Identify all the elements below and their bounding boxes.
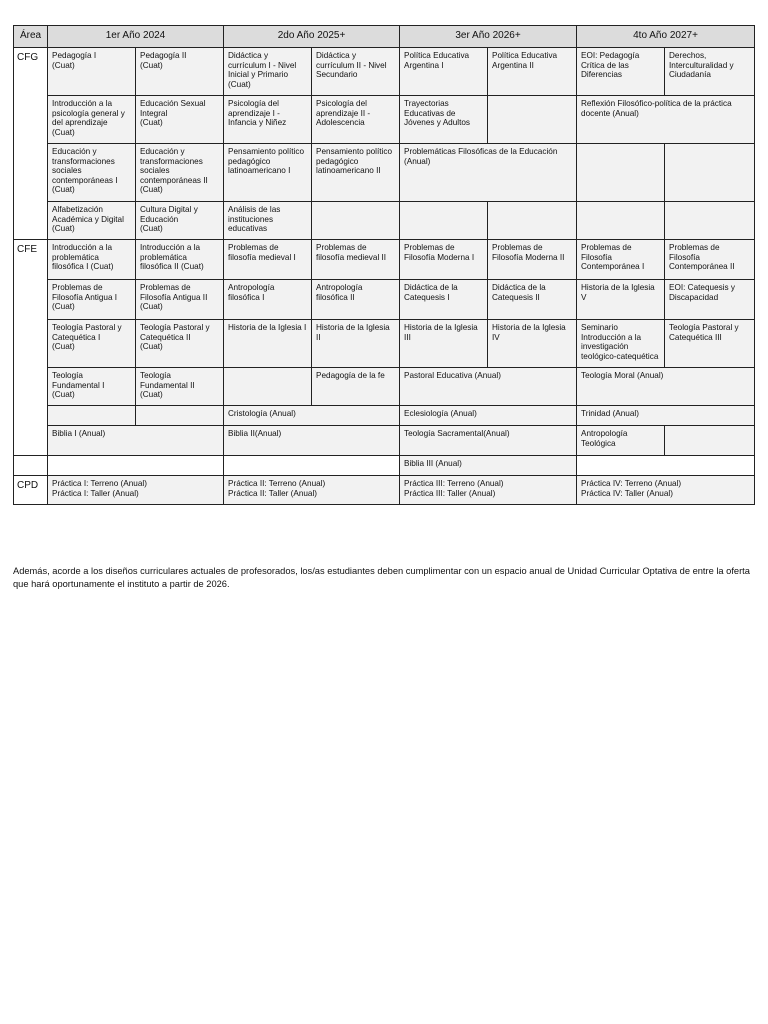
header-year-3: 3er Año 2026+ [400,26,577,48]
table-row [14,280,755,320]
table-row [14,406,755,426]
table-cell: Práctica III: Terreno (Anual) Práctica III: Taller (Anual) [400,476,577,505]
header-year-4: 4to Año 2027+ [577,26,755,48]
empty-area-cell [14,456,48,476]
table-cell: Práctica II: Terreno (Anual) Práctica II: Taller (Anual) [224,476,400,505]
table-cell: Historia de la Iglesia III [400,320,488,368]
table-cell: Introducción a la problemática filosófica I (Cuat) [48,240,136,280]
table-cell: Alfabetización Académica y Digital (Cuat) [48,202,136,240]
table-row [14,320,755,368]
table-cell: Antropología Teológica [577,426,665,456]
table-cell: Cultura Digital y Educación (Cuat) [136,202,224,240]
table-cell: Biblia III (Anual) [400,456,577,476]
empty-cell [665,426,755,456]
header-area: Área [14,26,48,48]
table-cell: Trinidad (Anual) [577,406,755,426]
empty-cell [48,406,136,426]
table-cell: Psicología del aprendizaje II - Adolescencia [312,96,400,144]
table-cell: Práctica I: Terreno (Anual) Práctica I: Taller (Anual) [48,476,224,505]
table-cell: Didáctica y currículum II - Nivel Secundario [312,48,400,96]
table-row [14,144,755,202]
table-cell: Historia de la Iglesia IV [488,320,577,368]
table-cell: Problemas de Filosofía Contemporánea II [665,240,755,280]
table-cell: Problemas de Filosofía Contemporánea I [577,240,665,280]
curriculum-table [13,25,755,505]
table-cell: Política Educativa Argentina II [488,48,577,96]
footnote-paragraph: Además, acorde a los diseños curriculares actuales de profesorados, los/as estudiantes deben cumplimentar con un espacio anual de Unidad Curricular Optativa de entre la oferta que hará oportunamente el instituto a partir de 2026. [13,566,750,589]
empty-cell [488,202,577,240]
empty-cell [48,456,224,476]
empty-cell [400,202,488,240]
table-cell: Introducción a la problemática filosófica II (Cuat) [136,240,224,280]
table-cell: Educación y transformaciones sociales contemporáneas II (Cuat) [136,144,224,202]
empty-cell [577,456,755,476]
empty-cell [312,202,400,240]
table-cell: Problemas de filosofía medieval II [312,240,400,280]
table-cell: EOI: Catequesis y Discapacidad [665,280,755,320]
table-cell: Didáctica de la Catequesis I [400,280,488,320]
table-cell: Teología Pastoral y Catequética III [665,320,755,368]
area-label-cpd: CPD [14,476,48,505]
empty-cell [136,406,224,426]
table-cell: Educación y transformaciones sociales contemporáneas I (Cuat) [48,144,136,202]
header-year-1: 1er Año 2024 [48,26,224,48]
header-year-2: 2do Año 2025+ [224,26,400,48]
empty-cell [665,202,755,240]
table-cell: Derechos, Interculturalidad y Ciudadanía [665,48,755,96]
table-cell: Problemas de Filosofía Moderna II [488,240,577,280]
table-cell: Didáctica de la Catequesis II [488,280,577,320]
table-row [14,368,755,406]
table-cell: EOI: Pedagogía Crítica de las Diferencias [577,48,665,96]
table-cell: Seminario Introducción a la investigación teológico-catequética [577,320,665,368]
table-cell: Pensamiento político pedagógico latinoamericano I [224,144,312,202]
table-cell: Problemas de filosofía medieval I [224,240,312,280]
table-cell: Problemas de Filosofía Moderna I [400,240,488,280]
table-cell: Historia de la Iglesia II [312,320,400,368]
table-cell: Historia de la Iglesia I [224,320,312,368]
table-cell: Historia de la Iglesia V [577,280,665,320]
table-cell: Pastoral Educativa (Anual) [400,368,577,406]
table-cell: Problemáticas Filosóficas de la Educación (Anual) [400,144,577,202]
table-cell: Teología Pastoral y Catequética II (Cuat) [136,320,224,368]
table-row [14,456,755,476]
table-row [14,202,755,240]
table-cell: Teología Pastoral y Catequética I (Cuat) [48,320,136,368]
table-cell: Teología Fundamental I (Cuat) [48,368,136,406]
table-cell: Teología Fundamental II (Cuat) [136,368,224,406]
table-row [14,96,755,144]
table-cell: Problemas de Filosofía Antigua II (Cuat) [136,280,224,320]
table-cell: Antropología filosófica I [224,280,312,320]
table-cell: Práctica IV: Terreno (Anual) Práctica IV: Taller (Anual) [577,476,755,505]
empty-cell [224,368,312,406]
table-cell: Antropología filosófica II [312,280,400,320]
table-cell: Biblia I (Anual) [48,426,224,456]
table-cell: Pedagogía I (Cuat) [48,48,136,96]
table-cell: Pedagogía II (Cuat) [136,48,224,96]
table-cell: Trayectorias Educativas de Jóvenes y Adultos [400,96,488,144]
area-label-cfg: CFG [14,48,48,240]
table-row [14,426,755,456]
header-row [14,26,755,48]
table-cell: Reflexión Filosófico-política de la práctica docente (Anual) [577,96,755,144]
table-cell: Eclesiología (Anual) [400,406,577,426]
table-row [14,476,755,505]
empty-cell [488,96,577,144]
table-cell: Psicología del aprendizaje I - Infancia y Niñez [224,96,312,144]
empty-cell [577,202,665,240]
empty-cell [665,144,755,202]
table-row [14,240,755,280]
table-cell: Educación Sexual Integral (Cuat) [136,96,224,144]
area-label-cfe: CFE [14,240,48,456]
empty-cell [224,456,400,476]
table-cell: Teología Sacramental(Anual) [400,426,577,456]
table-cell: Didáctica y currículum I - Nivel Inicial y Primario (Cuat) [224,48,312,96]
table-cell: Biblia II(Anual) [224,426,400,456]
table-row [14,48,755,96]
table-cell: Política Educativa Argentina I [400,48,488,96]
table-cell: Pensamiento político pedagógico latinoamericano II [312,144,400,202]
table-cell: Análisis de las instituciones educativas [224,202,312,240]
empty-cell [577,144,665,202]
table-cell: Pedagogía de la fe [312,368,400,406]
table-cell: Introducción a la psicología general y del aprendizaje (Cuat) [48,96,136,144]
table-cell: Problemas de Filosofía Antigua I (Cuat) [48,280,136,320]
table-cell: Cristología (Anual) [224,406,400,426]
table-cell: Teología Moral (Anual) [577,368,755,406]
